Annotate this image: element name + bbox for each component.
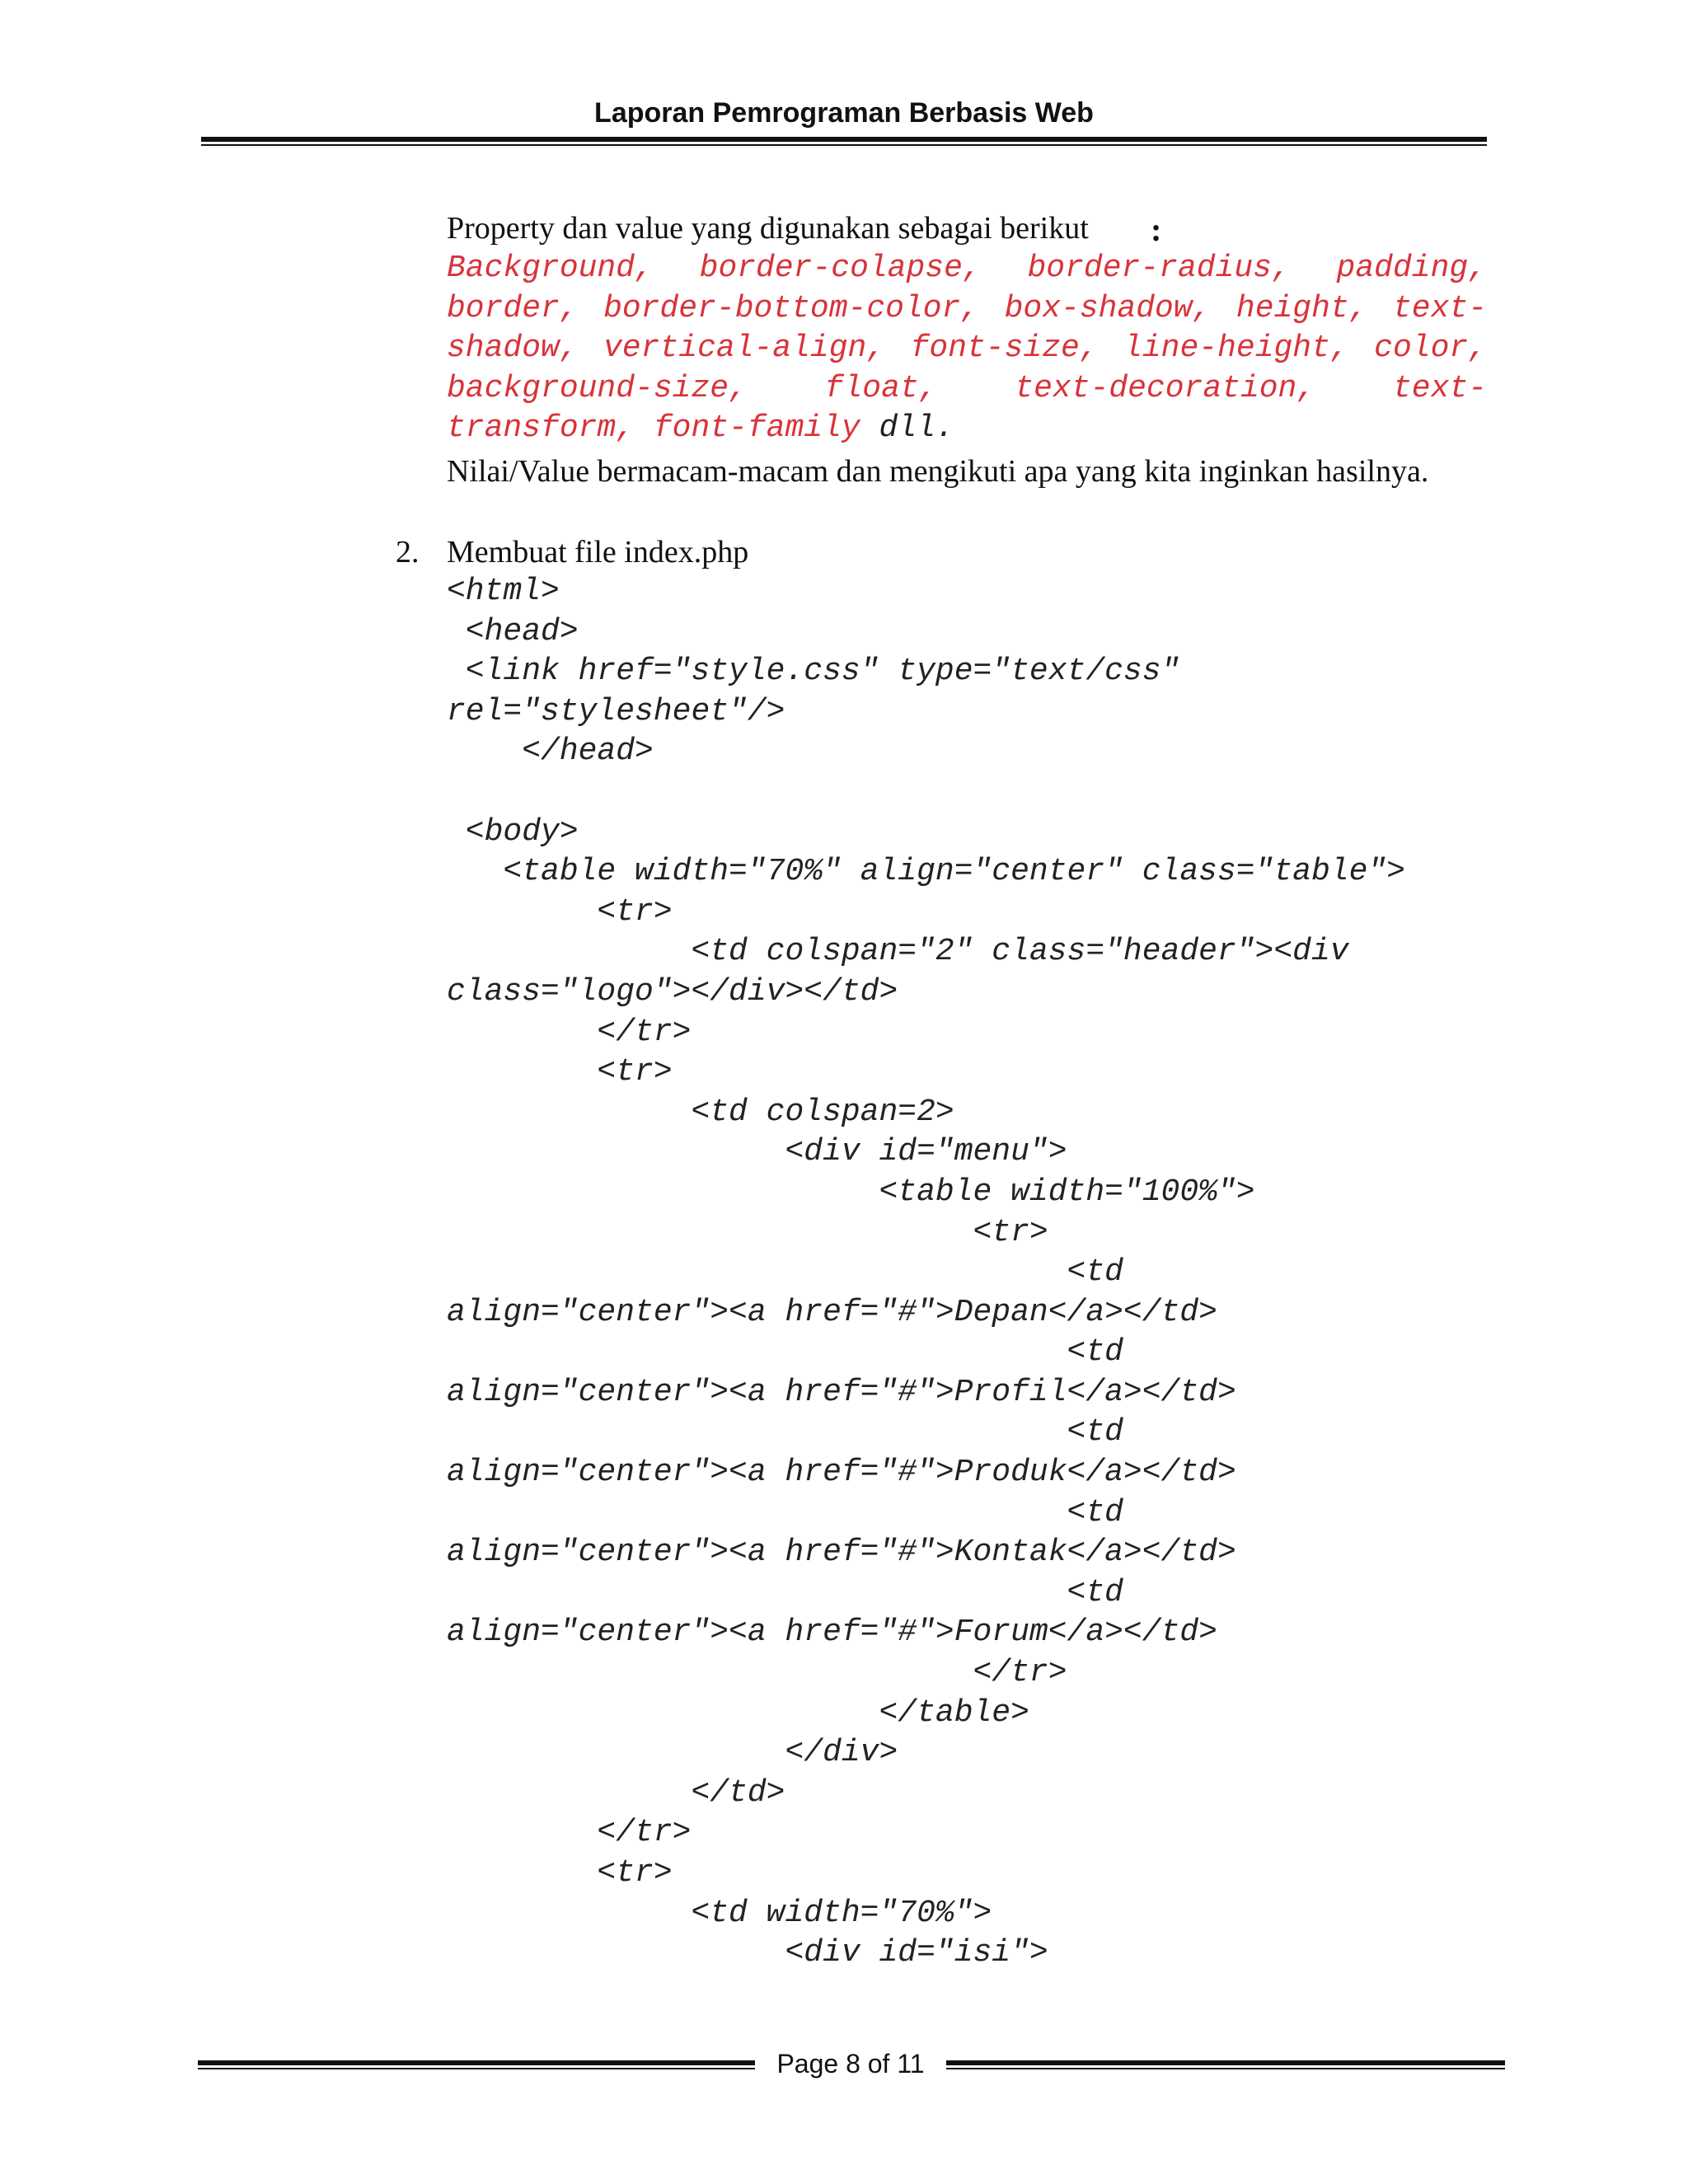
code-line: </tr> [447, 1815, 692, 1851]
footer-rule-right-thick [946, 2060, 1505, 2065]
code-line: </tr> [447, 1655, 1067, 1691]
code-line: <td [447, 1334, 1123, 1371]
code-line: <html> [447, 574, 560, 609]
header-rule-thin [201, 144, 1487, 146]
footer-rule-left-thick [198, 2060, 755, 2065]
code-line: <td [447, 1254, 1123, 1291]
code-line: <td colspan="2" class="header"><div [447, 934, 1349, 970]
code-line: <td [447, 1414, 1123, 1451]
value-note: Nilai/Value bermacam-macam dan mengikuti apa yang kita inginkan hasilnya. [447, 454, 1429, 489]
code-line: rel="stylesheet"/> [447, 693, 785, 729]
code-line: <table width="70%" align="center" class="table"> [447, 854, 1405, 890]
code-line: align="center"><a href="#">Profil</a></td> [447, 1374, 1236, 1410]
code-line: <tr> [447, 1054, 673, 1090]
code-line: align="center"><a href="#">Depan</a></td> [447, 1294, 1217, 1330]
code-line: class="logo"></div></td> [447, 973, 898, 1010]
code-line: <tr> [447, 893, 673, 930]
code-line: </tr> [447, 1014, 692, 1050]
header-rule-thick [201, 137, 1487, 142]
code-block [447, 572, 1405, 1974]
code-line: <link href="style.css" type="text/css" [447, 654, 1180, 690]
footer-rule-left-thin [198, 2068, 755, 2069]
property-list-suffix: dll. [860, 410, 954, 447]
code-line: <head> [447, 613, 579, 649]
code-line: <td [447, 1494, 1123, 1530]
code-line: <body> [447, 813, 579, 850]
code-line: <table width="100%"> [447, 1174, 1255, 1210]
code-line: align="center"><a href="#">Kontak</a></td> [447, 1535, 1236, 1571]
step-number: 2. [396, 535, 420, 569]
code-line: align="center"><a href="#">Produk</a></td> [447, 1455, 1236, 1491]
code-line: <tr> [447, 1855, 673, 1891]
code-line: <div id="menu"> [447, 1134, 1067, 1170]
page-number: Page 8 of 11 [776, 2049, 925, 2079]
footer-rule-right-thin [946, 2068, 1505, 2069]
code-line: </div> [447, 1735, 898, 1771]
intro-colon: : [1151, 211, 1162, 248]
property-list [447, 249, 1487, 449]
property-names: Background, border-colapse, border-radius, padding, border, border-bottom-color, box-shadow, height, text-shadow, vertical-align, font-size, line-height, color, background-size, float, text-decoration, text-transform, font-family [447, 251, 1487, 447]
code-line: </head> [447, 733, 654, 770]
code-line: align="center"><a href="#">Forum</a></td> [447, 1615, 1217, 1651]
code-line: <td colspan=2> [447, 1094, 954, 1130]
step-title: Membuat file index.php [447, 535, 749, 569]
code-line: <div id="isi"> [447, 1935, 1048, 1971]
code-line: <tr> [447, 1214, 1048, 1250]
code-line: <td [447, 1574, 1123, 1610]
code-line: </td> [447, 1774, 785, 1811]
page-header-title: Laporan Pemrograman Berbasis Web [594, 97, 1094, 129]
code-line: <td width="70%"> [447, 1895, 992, 1931]
intro-text: Property dan value yang digunakan sebagai berikut [447, 211, 1089, 246]
code-line: </table> [447, 1694, 1029, 1731]
